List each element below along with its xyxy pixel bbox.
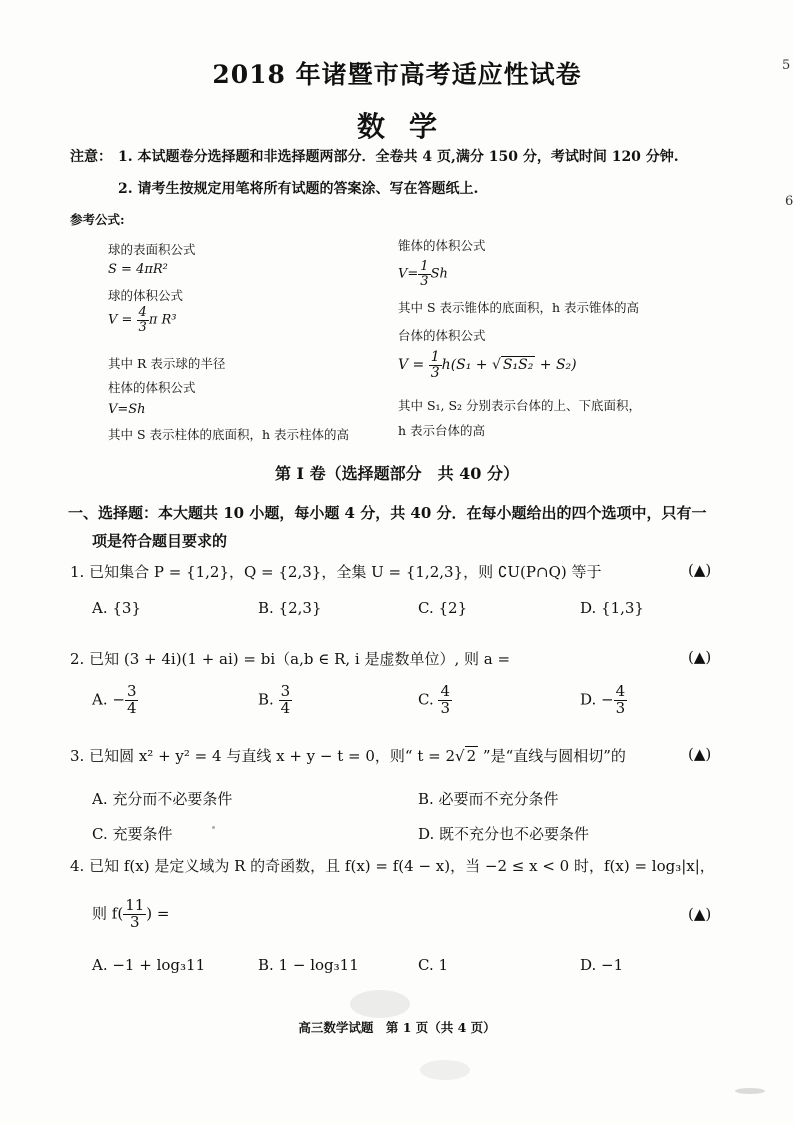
question-1-mark: (▲): [688, 561, 712, 579]
question-1-option-b: B. {2,3}: [258, 599, 322, 617]
sphere-volume-label: 球的体积公式: [108, 288, 184, 303]
question-4-option-c: C. 1: [418, 956, 449, 974]
question-1-stem: 1. 已知集合 P = {1,2}，Q = {2,3}，全集 U = {1,2,3}，则 ∁U(P∩Q) 等于: [70, 563, 602, 581]
sphere-area-label: 球的表面积公式: [108, 242, 196, 257]
question-2-mark: (▲): [688, 648, 712, 666]
cone-note: 其中 S 表示锥体的底面积，h 表示锥体的高: [398, 300, 640, 315]
scan-noise: [212, 826, 215, 829]
question-4-stem: 4. 已知 f(x) 是定义域为 R 的奇函数，且 f(x) = f(4 − x)，当 −2 ≤ x < 0 时，f(x) = log₃|x|，: [70, 857, 715, 875]
frustum-volume-label: 台体的体积公式: [398, 328, 486, 343]
question-4-stem-2: 则 f( $\frac{11}{3}$ ) =: [92, 896, 170, 931]
part-one-intro-1: 一、选择题：本大题共 10 小题，每小题 4 分，共 40 分．在每小题给出的四个选项中，只有一: [68, 504, 707, 522]
page-title: 2018 年诸暨市高考适应性试卷: [212, 60, 582, 89]
prism-volume-formula: V=Sh: [108, 402, 146, 417]
scan-noise: [735, 1088, 765, 1094]
question-4-option-b: B. 1 − log₃11: [258, 956, 359, 974]
subject-title: 数学: [356, 110, 461, 143]
sphere-volume-formula: V = $\frac{4}{3}$ π R³: [108, 305, 177, 335]
cone-volume-formula: V= $\frac{1}{3}$ Sh: [398, 259, 448, 289]
question-1-option-d: D. {1,3}: [580, 599, 644, 617]
prism-volume-label: 柱体的体积公式: [108, 380, 196, 395]
question-1-option-c: C. {2}: [418, 599, 468, 617]
question-2-option-a: A. − $\frac{3}{4}$: [92, 682, 137, 717]
question-4-mark: (▲): [688, 905, 712, 923]
question-3-mark: (▲): [688, 745, 712, 763]
question-3-option-c: C. 充要条件: [92, 825, 173, 843]
prism-note: 其中 S 表示柱体的底面积，h 表示柱体的高: [108, 427, 350, 442]
frustum-note-2: h 表示台体的高: [398, 423, 486, 438]
question-4-option-a: A. −1 + log₃11: [92, 956, 206, 974]
frustum-volume-formula: V = $\frac{1}{3}$ h(S₁ + √ S₁S₂ + S₂): [398, 349, 577, 381]
question-2-option-c: C. $\frac{4}{3}$: [418, 682, 451, 717]
margin-mark-right: 6: [785, 194, 794, 209]
formula-section-label: 参考公式:: [70, 212, 125, 227]
frustum-note-1: 其中 S₁, S₂ 分别表示台体的上、下底面积，: [398, 398, 642, 413]
question-3-option-b: B. 必要而不充分条件: [418, 790, 559, 808]
question-1-option-a: A. {3}: [92, 599, 141, 617]
question-2-stem: 2. 已知 (3 + 4i)(1 + ai) = bi（a,b ∈ R, i 是虚数单位）, 则 a =: [70, 650, 511, 668]
question-3-stem: 3. 已知圆 x² + y² = 4 与直线 x + y − t = 0，则“ t = 2√ 2 ”是“直线与圆相切”的: [70, 747, 626, 765]
part-one-heading: 第 I 卷（选择题部分 共 40 分）: [274, 464, 520, 483]
sphere-area-formula: S = 4πR²: [108, 262, 168, 277]
notice-line-2: 2. 请考生按规定用笔将所有试题的答案涂、写在答题纸上.: [118, 181, 479, 197]
cone-volume-label: 锥体的体积公式: [398, 238, 486, 253]
question-2-option-d: D. − $\frac{4}{3}$: [580, 682, 626, 717]
page-footer: 高三数学试题 第 1 页（共 4 页）: [298, 1020, 496, 1035]
question-3-option-a: A. 充分而不必要条件: [92, 790, 233, 808]
margin-mark-top: 5: [782, 58, 791, 73]
question-3-option-d: D. 既不充分也不必要条件: [418, 825, 590, 843]
sphere-radius-note: 其中 R 表示球的半径: [108, 356, 226, 371]
scan-noise: [420, 1060, 470, 1080]
part-one-intro-2: 项是符合题目要求的: [92, 532, 228, 550]
question-4-option-d: D. −1: [580, 956, 624, 974]
question-2-option-b: B. $\frac{3}{4}$: [258, 682, 291, 717]
scan-noise: [350, 990, 410, 1018]
notice-line-1: 1. 本试题卷分选择题和非选择题两部分．全卷共 4 页,满分 150 分，考试时间 120 分钟.: [118, 149, 679, 165]
notice-label: 注意：: [70, 149, 112, 165]
